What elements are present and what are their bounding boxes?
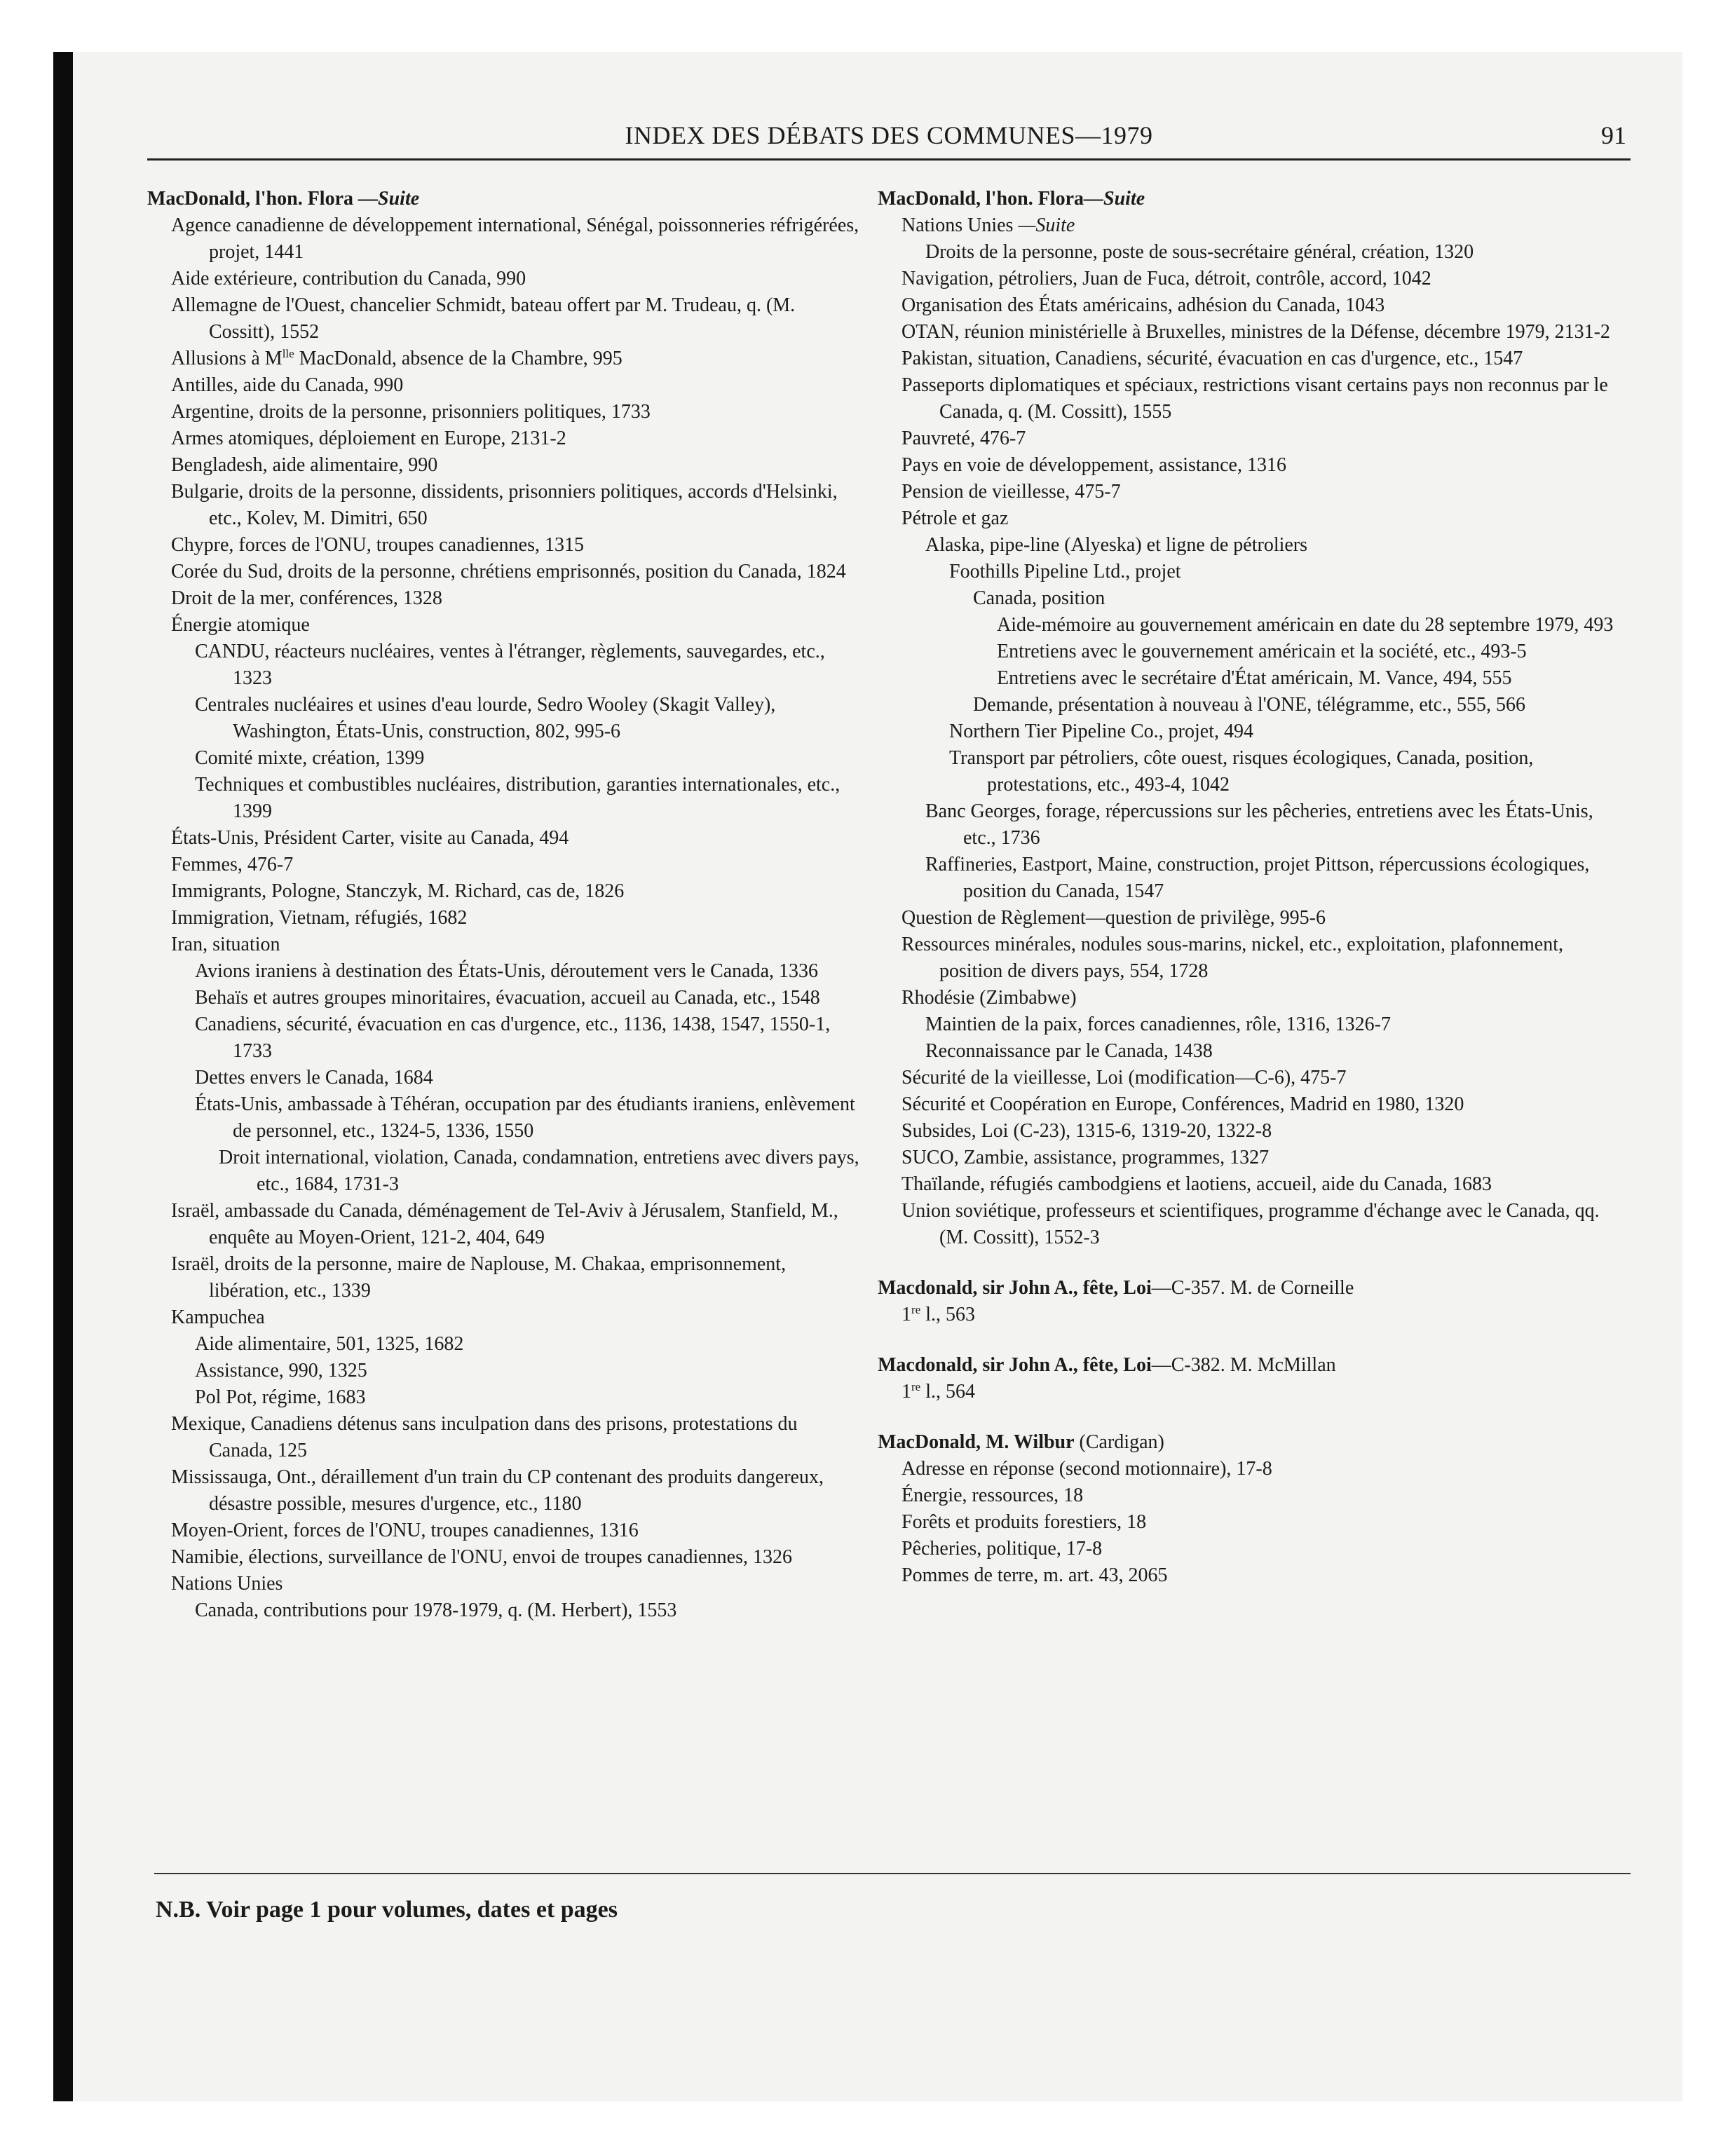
entry-text: 1: [901, 1381, 911, 1403]
index-entry: [878, 1065, 1631, 1091]
entry-text: Droits de la personne, poste de sous-secrétaire général, création, 1320: [925, 241, 1474, 263]
index-entry: [147, 958, 862, 985]
index-entry: [878, 559, 1631, 585]
index-entry: [147, 452, 862, 479]
entry-text: Corée du Sud, droits de la personne, chrétiens emprisonnés, position du Canada, 1824: [171, 561, 846, 582]
entry-text: Raffineries, Eastport, Maine, construction, projet Pittson, répercussions écologiques, position du Canada, 1547: [925, 854, 1590, 902]
entry-text: États-Unis, Président Carter, visite au Canada, 494: [171, 827, 569, 849]
index-column-left: [147, 186, 862, 1624]
index-entry: [147, 372, 862, 399]
index-entry: [878, 905, 1631, 932]
index-entry: [878, 372, 1631, 425]
index-entry: [147, 1331, 862, 1358]
entry-text: Avions iraniens à destination des États-Unis, déroutement vers le Canada, 1336: [195, 960, 819, 982]
index-entry: [878, 346, 1631, 372]
index-entry: [878, 212, 1631, 239]
entry-text: Entretiens avec le secrétaire d'État américain, M. Vance, 494, 555: [997, 667, 1512, 689]
entry-text: Passeports diplomatiques et spéciaux, restrictions visant certains pays non reconnus par le Canada, q. (M. Cossitt), 1555: [901, 374, 1608, 423]
entry-text: Bengladesh, aide alimentaire, 990: [171, 454, 438, 476]
index-entry: [878, 1509, 1631, 1536]
index-entry: [878, 1091, 1631, 1118]
index-entry: [147, 852, 862, 878]
index-entry: [147, 1358, 862, 1384]
entry-text: Subsides, Loi (C-23), 1315-6, 1319-20, 1322-8: [901, 1120, 1272, 1142]
index-entry: [878, 1536, 1631, 1562]
entry-superscript: re: [911, 1303, 921, 1316]
entry-text: Entretiens avec le gouvernement américain et la société, etc., 493-5: [997, 641, 1527, 662]
index-entry: [147, 1251, 862, 1304]
index-entry: [147, 1011, 862, 1065]
entry-superscript: lle: [282, 347, 294, 360]
index-entry: [147, 585, 862, 612]
entry-text: Reconnaissance par le Canada, 1438: [925, 1040, 1213, 1062]
index-entry: [147, 639, 862, 692]
entry-text: Aide extérieure, contribution du Canada, 990: [171, 268, 526, 289]
entry-text: Organisation des États américains, adhésion du Canada, 1043: [901, 294, 1385, 316]
index-entry: [147, 346, 862, 372]
index-entry: [878, 1456, 1631, 1482]
index-entry: [878, 479, 1631, 505]
index-entry: [147, 692, 862, 745]
index-entry: [878, 1198, 1631, 1251]
entry-text: Énergie, ressources, 18: [901, 1485, 1084, 1506]
entry-text: Pol Pot, régime, 1683: [195, 1386, 366, 1408]
suite-label: —Suite: [358, 188, 420, 210]
index-entry: [878, 852, 1631, 905]
index-entry: [878, 292, 1631, 319]
index-heading: [878, 1275, 1631, 1302]
index-entry: [878, 798, 1631, 852]
entry-text: Macdonald, sir John A., fête, Loi: [878, 1277, 1152, 1299]
entry-text: Israël, ambassade du Canada, déménagement de Tel-Aviv à Jérusalem, Stanfield, M., enquête au Moyen-Orient, 121-2, 404, 649: [171, 1200, 838, 1248]
page-number: 91: [1601, 121, 1626, 149]
index-entry: [147, 825, 862, 852]
index-entry: [878, 425, 1631, 452]
entry-text: Iran, situation: [171, 934, 280, 955]
index-entry: [147, 425, 862, 452]
entry-text: Pays en voie de développement, assistance, 1316: [901, 454, 1286, 476]
index-entry: [878, 1118, 1631, 1145]
index-entry: [147, 559, 862, 585]
index-entry: [878, 1145, 1631, 1171]
entry-text: Alaska, pipe-line (Alyeska) et ligne de pétroliers: [925, 534, 1308, 556]
index-entry: [147, 612, 862, 639]
index-entry: [878, 985, 1631, 1011]
index-entry: [878, 692, 1631, 718]
entry-text: Immigrants, Pologne, Stanczyk, M. Richard, cas de, 1826: [171, 880, 625, 902]
entry-text-continued: l., 564: [920, 1381, 975, 1403]
index-entry: [878, 532, 1631, 559]
entry-text: Banc Georges, forage, répercussions sur les pêcheries, entretiens avec les États-Unis, etc., 1736: [925, 800, 1593, 849]
index-entry: [878, 452, 1631, 479]
entry-text: Northern Tier Pipeline Co., projet, 494: [949, 721, 1253, 742]
entry-text: Bulgarie, droits de la personne, dissidents, prisonniers politiques, accords d'Helsinki, etc., Kolev, M. Dimitri, 650: [171, 481, 838, 529]
entry-text: Sécurité et Coopération en Europe, Conférences, Madrid en 1980, 1320: [901, 1093, 1464, 1115]
entry-text: Sécurité de la vieillesse, Loi (modification—C-6), 475-7: [901, 1067, 1347, 1089]
index-entry: [147, 212, 862, 266]
running-title: INDEX DES DÉBATS DES COMMUNES—1979: [625, 121, 1153, 149]
entry-text: Pauvreté, 476-7: [901, 428, 1026, 449]
entry-text: Droit international, violation, Canada, condamnation, entretiens avec divers pays, etc., 1684, 1731-3: [219, 1147, 859, 1195]
entry-text: OTAN, réunion ministérielle à Bruxelles, ministres de la Défense, décembre 1979, 2131-2: [901, 321, 1610, 343]
entry-text: Centrales nucléaires et usines d'eau lourde, Sedro Wooley (Skagit Valley), Washington, États-Unis, construction, 802, 995-6: [195, 694, 776, 742]
index-entry: [147, 1145, 862, 1198]
entry-text-continued: (Cardigan): [1074, 1431, 1164, 1453]
entry-text: MacDonald, l'hon. Flora: [147, 188, 359, 210]
index-entry: [147, 1065, 862, 1091]
index-entry: [147, 1597, 862, 1624]
entry-text: Forêts et produits forestiers, 18: [901, 1511, 1147, 1533]
entry-text: MacDonald, l'hon. Flora: [878, 188, 1084, 210]
suite-label: —Suite: [1084, 188, 1145, 210]
entry-text: Demande, présentation à nouveau à l'ONE, télégramme, etc., 555, 566: [973, 694, 1525, 716]
index-entry: [878, 1482, 1631, 1509]
suite-label: —Suite: [1018, 214, 1075, 236]
index-entry: [147, 1091, 862, 1145]
entry-text: Droit de la mer, conférences, 1328: [171, 587, 442, 609]
entry-text: Pakistan, situation, Canadiens, sécurité, évacuation en cas d'urgence, etc., 1547: [901, 348, 1523, 369]
index-entry: [878, 585, 1631, 612]
entry-text: 1: [901, 1304, 911, 1325]
entry-text-continued: —C-382. M. McMillan: [1151, 1354, 1336, 1376]
entry-text: Union soviétique, professeurs et scientifiques, programme d'échange avec le Canada, qq. (M. Cossitt), 1552-3: [901, 1200, 1600, 1248]
index-entry: [147, 292, 862, 346]
index-entry: [147, 932, 862, 958]
entry-text: Canadiens, sécurité, évacuation en cas d'urgence, etc., 1136, 1438, 1547, 1550-1, 1733: [195, 1014, 831, 1062]
index-entry: [147, 266, 862, 292]
entry-text: Énergie atomique: [171, 614, 310, 636]
entry-text: Nations Unies: [901, 214, 1019, 236]
entry-text: SUCO, Zambie, assistance, programmes, 1327: [901, 1147, 1270, 1168]
index-entry: [147, 878, 862, 905]
page-header: [147, 119, 1631, 161]
index-heading: [878, 186, 1631, 212]
entry-text: Mississauga, Ont., déraillement d'un train du CP contenant des produits dangereux, désastre possible, mesures d'urgence, etc., 1180: [171, 1466, 824, 1515]
entry-text-continued: l., 563: [920, 1304, 975, 1325]
index-entry: [878, 665, 1631, 692]
entry-text: Macdonald, sir John A., fête, Loi: [878, 1354, 1152, 1376]
entry-text: Immigration, Vietnam, réfugiés, 1682: [171, 907, 468, 929]
page-spine-shadow: [53, 52, 73, 2101]
footer-note: N.B. Voir page 1 pour volumes, dates et pages: [156, 1897, 618, 1923]
entry-text: Navigation, pétroliers, Juan de Fuca, détroit, contrôle, accord, 1042: [901, 268, 1431, 289]
index-entry: [147, 1571, 862, 1597]
entry-text: Femmes, 476-7: [171, 854, 294, 875]
index-entry: [878, 319, 1631, 346]
index-entry: [147, 1464, 862, 1517]
entry-text: Canada, contributions pour 1978-1979, q. (M. Herbert), 1553: [195, 1599, 677, 1621]
entry-text: CANDU, réacteurs nucléaires, ventes à l'étranger, règlements, sauvegardes, etc., 1323: [195, 641, 825, 689]
entry-text: Israël, droits de la personne, maire de Naplouse, M. Chakaa, emprisonnement, libération, etc., 1339: [171, 1253, 787, 1302]
entry-text: États-Unis, ambassade à Téhéran, occupation par des étudiants iraniens, enlèvement de personnel, etc., 1324-5, 1336, 1550: [195, 1093, 855, 1142]
entry-text: Foothills Pipeline Ltd., projet: [949, 561, 1181, 582]
index-entry: [147, 905, 862, 932]
entry-text: Allusions à M: [171, 348, 283, 369]
index-entry: [878, 612, 1631, 639]
index-heading: [147, 186, 862, 212]
index-entry: [147, 479, 862, 532]
index-entry: [878, 1302, 1631, 1328]
entry-text: Antilles, aide du Canada, 990: [171, 374, 404, 396]
entry-text: Canada, position: [973, 587, 1105, 609]
index-entry: [147, 772, 862, 825]
entry-text: Question de Règlement—question de privilège, 995-6: [901, 907, 1326, 929]
index-entry: [878, 718, 1631, 745]
footer-rule: [154, 1873, 1631, 1874]
entry-text: Comité mixte, création, 1399: [195, 747, 425, 769]
entry-text: Aide-mémoire au gouvernement américain en date du 28 septembre 1979, 493: [997, 614, 1614, 636]
index-column-right: [878, 186, 1631, 1589]
index-entry: [147, 1517, 862, 1544]
entry-text: Agence canadienne de développement international, Sénégal, poissonneries réfrigérées, projet, 1441: [171, 214, 859, 263]
entry-text: Maintien de la paix, forces canadiennes, rôle, 1316, 1326-7: [925, 1014, 1392, 1035]
index-entry: [147, 1384, 862, 1411]
entry-text: Pêcheries, politique, 17-8: [901, 1538, 1103, 1560]
entry-text: Kampuchea: [171, 1306, 265, 1328]
index-entry: [878, 639, 1631, 665]
entry-text: Nations Unies: [171, 1573, 283, 1595]
entry-text: Techniques et combustibles nucléaires, distribution, garanties internationales, etc., 1399: [195, 774, 841, 822]
entry-text: Allemagne de l'Ouest, chancelier Schmidt, bateau offert par M. Trudeau, q. (M. Cossitt), 1552: [171, 294, 796, 343]
index-entry: [878, 266, 1631, 292]
entry-text: Pommes de terre, m. art. 43, 2065: [901, 1564, 1168, 1586]
index-entry: [878, 932, 1631, 985]
entry-text: Moyen-Orient, forces de l'ONU, troupes canadiennes, 1316: [171, 1520, 639, 1541]
entry-text: Assistance, 990, 1325: [195, 1360, 367, 1381]
entry-text: Pension de vieillesse, 475-7: [901, 481, 1121, 503]
index-entry: [147, 985, 862, 1011]
entry-text-continued: MacDonald, absence de la Chambre, 995: [294, 348, 622, 369]
index-entry: [878, 1038, 1631, 1065]
index-entry: [878, 239, 1631, 266]
index-entry: [878, 1171, 1631, 1198]
entry-text: MacDonald, M. Wilbur: [878, 1431, 1075, 1453]
entry-text: Dettes envers le Canada, 1684: [195, 1067, 433, 1089]
entry-text: Behaïs et autres groupes minoritaires, évacuation, accueil au Canada, etc., 1548: [195, 987, 820, 1009]
entry-text: Namibie, élections, surveillance de l'ONU, envoi de troupes canadiennes, 1326: [171, 1546, 792, 1568]
entry-text: Chypre, forces de l'ONU, troupes canadiennes, 1315: [171, 534, 584, 556]
index-entry: [147, 1304, 862, 1331]
entry-text: Ressources minérales, nodules sous-marins, nickel, etc., exploitation, plafonnement, position de divers pays, 554, 1728: [901, 934, 1563, 982]
index-heading: [878, 1429, 1631, 1456]
entry-text: Aide alimentaire, 501, 1325, 1682: [195, 1333, 464, 1355]
index-entry: [147, 1544, 862, 1571]
index-entry: [878, 1011, 1631, 1038]
entry-text: Thaïlande, réfugiés cambodgiens et laotiens, accueil, aide du Canada, 1683: [901, 1173, 1492, 1195]
index-entry: [878, 1562, 1631, 1589]
index-entry: [878, 505, 1631, 532]
index-heading: [878, 1352, 1631, 1379]
entry-text: Rhodésie (Zimbabwe): [901, 987, 1077, 1009]
entry-text-continued: —C-357. M. de Corneille: [1151, 1277, 1354, 1299]
index-entry: [147, 532, 862, 559]
entry-superscript: re: [911, 1380, 921, 1393]
entry-text: Pétrole et gaz: [901, 507, 1009, 529]
index-entry: [147, 1411, 862, 1464]
entry-text: Argentine, droits de la personne, prisonniers politiques, 1733: [171, 401, 651, 423]
entry-text: Mexique, Canadiens détenus sans inculpation dans des prisons, protestations du Canada, 125: [171, 1413, 798, 1461]
entry-text: Armes atomiques, déploiement en Europe, 2131-2: [171, 428, 566, 449]
index-entry: [147, 399, 862, 425]
index-entry: [147, 745, 862, 772]
index-entry: [878, 1379, 1631, 1405]
index-entry: [147, 1198, 862, 1251]
entry-text: Adresse en réponse (second motionnaire), 17-8: [901, 1458, 1272, 1480]
index-entry: [878, 745, 1631, 798]
entry-text: Transport par pétroliers, côte ouest, risques écologiques, Canada, position, protestations, etc., 493-4, 1042: [949, 747, 1534, 796]
